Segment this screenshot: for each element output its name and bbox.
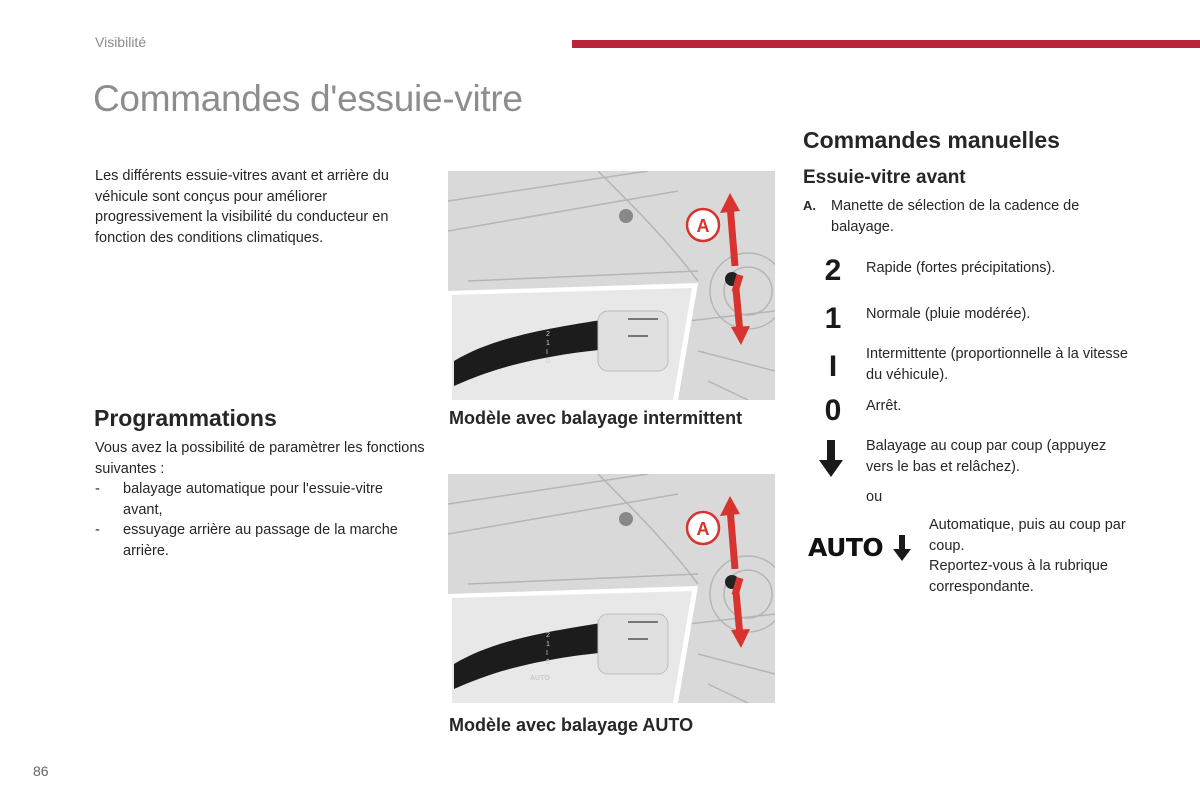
- auto-logo: AUTO: [808, 533, 884, 562]
- scale-auto-label: AUTO: [530, 675, 550, 682]
- speed-intermittent-text: Intermittente (proportionnelle à la vitesse du véhicule).: [866, 346, 1128, 383]
- speed-intermittent-symbol: I: [828, 350, 838, 383]
- auto-line-2: Reportez-vous à la rubrique correspondante.: [929, 558, 1108, 595]
- scale-top-label: I: [546, 349, 548, 356]
- front-wiper-heading: Essuie-vitre avant: [803, 167, 966, 188]
- programmations-text: Vous avez la possibilité de paramètrer les fonctions suivantes :: [95, 440, 425, 477]
- illustration-auto: [448, 474, 775, 703]
- speed-1-symbol: 1: [824, 302, 842, 335]
- page-title: Commandes d'essuie-vitre: [93, 78, 523, 119]
- illustration-intermittent: [448, 171, 775, 400]
- programmations-list: [95, 479, 425, 561]
- list-item: - essuyage arrière au passage de la marche arrière.: [95, 520, 425, 561]
- caption-intermittent: Modèle avec balayage intermittent: [449, 408, 743, 428]
- speed-0-text: Arrêt.: [866, 398, 902, 414]
- speed-0-symbol: 0: [824, 394, 842, 427]
- section-label: Visibilité: [95, 34, 147, 50]
- scale-top-label: 0: [546, 659, 550, 666]
- header-accent-bar: [572, 40, 1200, 48]
- scale-top-label: 1: [546, 641, 550, 648]
- speed-2-text: Rapide (fortes précipitations).: [866, 260, 1056, 276]
- scale-top-label: 2: [546, 632, 550, 639]
- item-a-letter: A.: [803, 198, 816, 213]
- single-sweep-text: Balayage au coup par coup (appuyez vers le bas et relâchez).: [866, 438, 1107, 475]
- item-a: [803, 196, 1123, 237]
- page-number: 86: [33, 763, 49, 779]
- intro-paragraph: Les différents essuie-vitres avant et arrière du véhicule sont conçus pour améliorer progressivement la visibilité du conducteur en fonction des conditions climatiques.: [95, 168, 389, 246]
- item-a-text: Manette de sélection de la cadence de balayage.: [831, 198, 1080, 235]
- programmations-heading: Programmations: [94, 405, 277, 431]
- caption-auto: Modèle avec balayage AUTO: [449, 715, 694, 735]
- manual-controls-heading: Commandes manuelles: [803, 127, 1060, 153]
- or-text: ou: [866, 489, 883, 505]
- scale-top-label: I: [546, 650, 548, 657]
- arrow-down-icon: [818, 440, 844, 478]
- auto-description: [929, 515, 1159, 597]
- arrow-down-small-icon: [893, 535, 911, 562]
- speed-2-symbol: 2: [824, 254, 842, 287]
- marker-a-label: A: [696, 216, 710, 236]
- list-item: - balayage automatique pour l'essuie-vitre avant,: [95, 479, 425, 520]
- scale-top-label: 1: [546, 340, 550, 347]
- marker-a-label: A: [696, 519, 710, 539]
- scale-top-label: 0: [546, 358, 550, 365]
- speed-1-text: Normale (pluie modérée).: [866, 306, 1031, 322]
- scale-top-label: 2: [546, 331, 550, 338]
- auto-line-1: Automatique, puis au coup par coup.: [929, 517, 1126, 554]
- programmations-body: [95, 438, 425, 561]
